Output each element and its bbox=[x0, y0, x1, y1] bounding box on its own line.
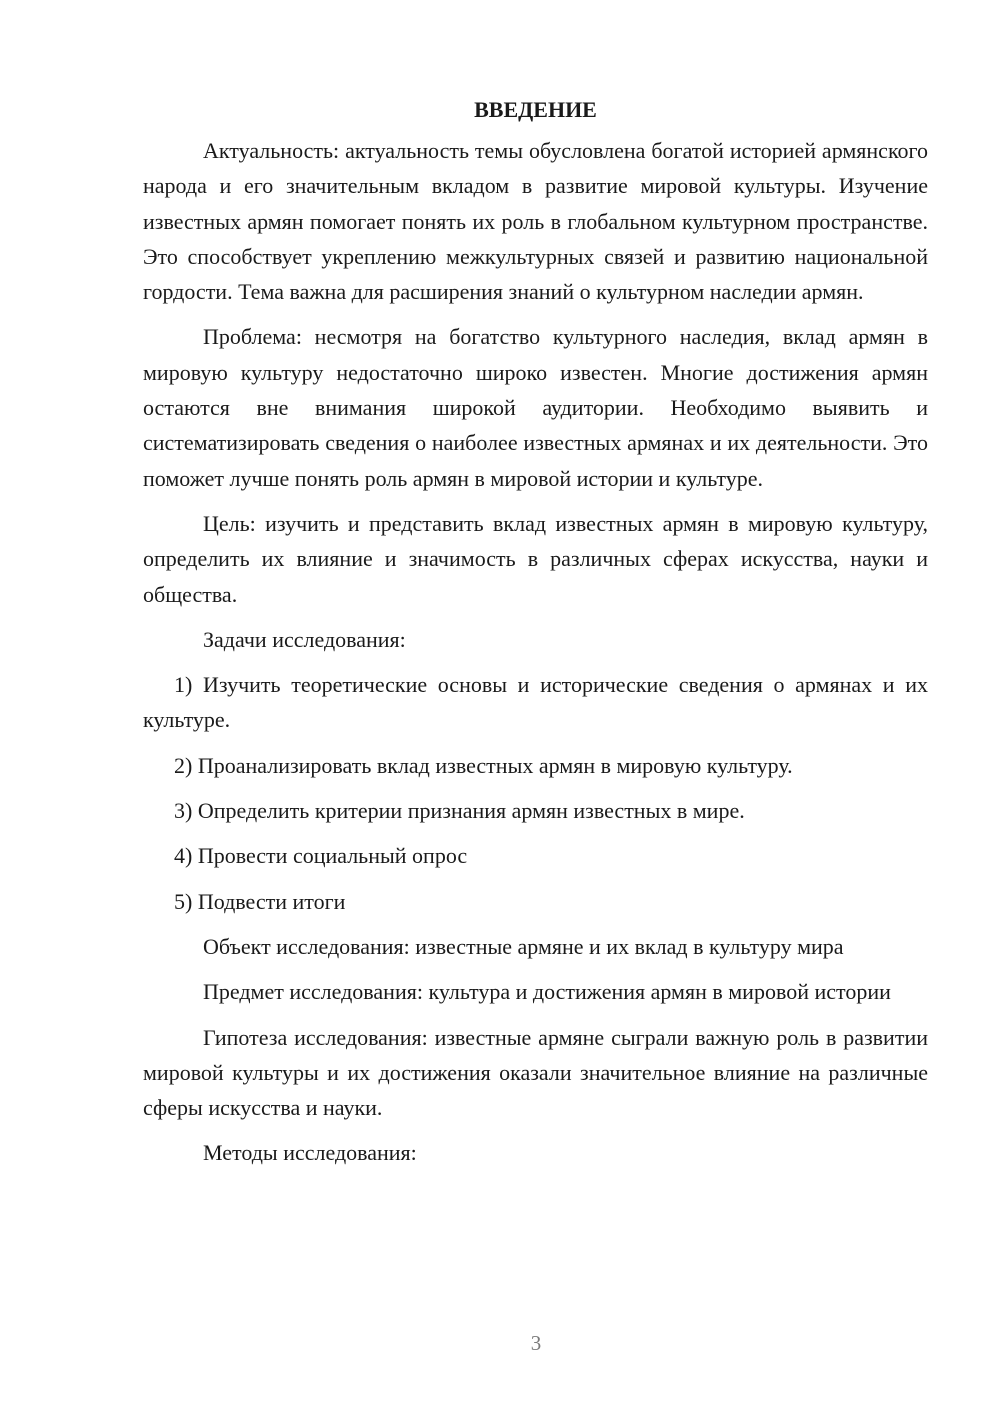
task-item-1: 1) Изучить теоретические основы и исторические сведения о армянах и их культуре. bbox=[143, 672, 928, 733]
tasks-heading: Задачи исследования: bbox=[203, 626, 406, 652]
document-page bbox=[143, 92, 928, 1171]
subject-paragraph: Предмет исследования: культура и достижения армян в мировой истории bbox=[203, 979, 891, 1005]
relevance-paragraph: Актуальность: актуальность темы обусловлена богатой историей армянского народа и его значительным вкладом в развитие мировой культуры. Изучение известных армян помогает понять их роль в глобальном культурном пространстве. Это способствует укреплению межкультурных связей и развитию национальной гордости. Тема важна для расширения знаний о культурном наследии армян. bbox=[143, 138, 928, 305]
task-item-3: 3) Определить критерии признания армян известных в мире. bbox=[174, 798, 745, 824]
document-title: ВВЕДЕНИЕ bbox=[474, 97, 597, 122]
task-item-5: 5) Подвести итоги bbox=[174, 888, 346, 914]
task-item-2: 2) Проанализировать вклад известных армян в мировую культуру. bbox=[174, 752, 793, 778]
page-number: 3 bbox=[530, 1331, 542, 1355]
methods-heading: Методы исследования: bbox=[203, 1140, 417, 1166]
hypothesis-paragraph: Гипотеза исследования: известные армяне сыграли важную роль в развитии мировой культуры и их достижения оказали значительное влияние на различные сферы искусства и науки. bbox=[143, 1024, 928, 1121]
task-item-4: 4) Провести социальный опрос bbox=[174, 843, 468, 869]
goal-paragraph: Цель: изучить и представить вклад известных армян в мировую культуру, определить их влияние и значимость в различных сферах искусства, науки и общества. bbox=[143, 510, 928, 607]
object-paragraph: Объект исследования: известные армяне и их вклад в культуру мира bbox=[203, 933, 844, 959]
problem-paragraph: Проблема: несмотря на богатство культурного наследия, вклад армян в мировую культуру недостаточно широко известен. Многие достижения армян остаются вне внимания широкой аудитории. Необходимо выявить и систематизировать сведения о наиболее известных армянах и их деятельности. Это поможет лучше понять роль армян в мировой истории и культуре. bbox=[143, 324, 928, 491]
